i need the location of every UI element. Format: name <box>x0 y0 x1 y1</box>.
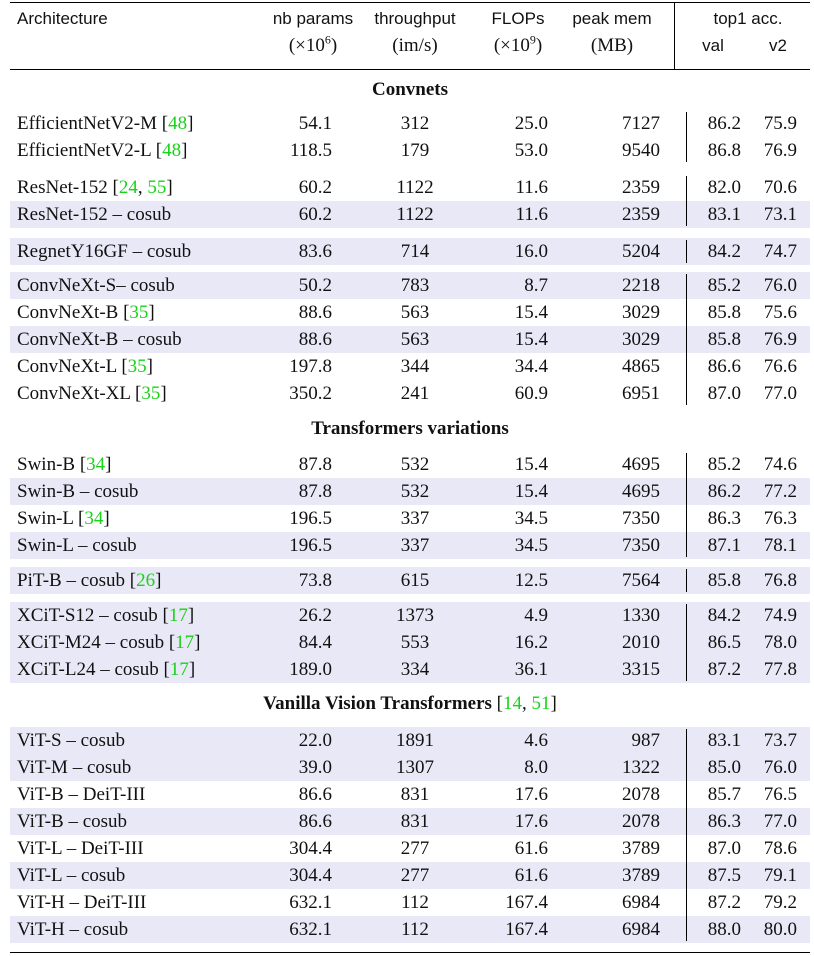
top1-v2-cell: 76.3 <box>763 508 797 529</box>
architecture-cell <box>17 862 125 889</box>
top1-v2-cell: 76.5 <box>763 784 797 805</box>
header-peak-mem: peak mem <box>572 9 652 28</box>
architecture-cell: XCiT-M24 – cosub [17] <box>17 632 201 653</box>
peak-mem-cell: 2218 <box>622 275 660 296</box>
citation-link[interactable]: 26 <box>136 570 156 591</box>
throughput-cell: 241 <box>400 383 430 404</box>
bottom-rule <box>10 952 810 953</box>
top1-val-cell: 87.0 <box>707 383 741 404</box>
peak-mem-cell: 7127 <box>622 113 660 134</box>
citation-link[interactable]: 55 <box>147 177 167 198</box>
model-name: ViT-H – cosub <box>17 919 129 940</box>
model-name: ConvNeXt-B <box>17 302 124 323</box>
model-name: PiT-B – cosub <box>17 570 130 591</box>
accuracy-divider <box>686 729 687 941</box>
model-name: XCiT-M24 – cosub <box>17 632 169 653</box>
params-cell: 54.1 <box>298 113 332 134</box>
throughput-cell: 532 <box>400 481 430 502</box>
params-cell: 350.2 <box>289 383 332 404</box>
table-row <box>10 299 810 326</box>
header-rule <box>10 69 810 70</box>
top1-v2-cell: 73.7 <box>763 730 797 751</box>
params-cell: 86.6 <box>298 784 332 805</box>
table-row <box>10 532 810 559</box>
architecture-cell: ConvNeXt-B [35] <box>17 302 155 323</box>
architecture-cell: PiT-B – cosub [26] <box>17 570 162 591</box>
header-divider <box>674 2 675 69</box>
params-cell: 304.4 <box>289 865 332 886</box>
throughput-cell: 1373 <box>396 605 434 626</box>
flops-cell: 15.4 <box>514 302 548 323</box>
top1-v2-cell: 80.0 <box>763 919 797 940</box>
top1-val-cell: 87.0 <box>707 838 741 859</box>
params-cell: 60.2 <box>298 177 332 198</box>
throughput-cell: 334 <box>400 659 430 680</box>
table-row <box>10 781 810 808</box>
throughput-cell: 831 <box>400 811 430 832</box>
params-cell: 84.4 <box>298 632 332 653</box>
header-params: nb params <box>272 9 354 28</box>
citation-link[interactable]: 35 <box>127 356 147 377</box>
peak-mem-cell: 5204 <box>622 241 660 262</box>
table-row <box>10 326 810 353</box>
top1-v2-cell: 73.1 <box>763 204 797 225</box>
params-cell: 189.0 <box>289 659 332 680</box>
top1-val-cell: 88.0 <box>707 919 741 940</box>
architecture-cell <box>17 326 182 353</box>
citation-link[interactable]: 34 <box>86 454 106 475</box>
peak-mem-cell: 7350 <box>622 535 660 556</box>
peak-mem-cell: 7564 <box>622 570 660 591</box>
top1-v2-cell: 77.8 <box>763 659 797 680</box>
flops-cell: 4.6 <box>524 730 548 751</box>
throughput-cell: 277 <box>400 865 430 886</box>
table-row <box>10 201 810 228</box>
params-cell: 304.4 <box>289 838 332 859</box>
top1-v2-cell: 78.1 <box>763 535 797 556</box>
top1-val-cell: 85.8 <box>707 329 741 350</box>
accuracy-divider <box>686 274 687 405</box>
top1-v2-cell: 70.6 <box>763 177 797 198</box>
accuracy-divider <box>686 453 687 557</box>
top-rule <box>10 2 810 3</box>
citation-link[interactable]: 17 <box>169 659 189 680</box>
throughput-cell: 615 <box>400 570 430 591</box>
top1-val-cell: 83.1 <box>707 204 741 225</box>
table-row <box>10 862 810 889</box>
flops-cell: 11.6 <box>515 204 548 225</box>
peak-mem-cell: 2078 <box>622 784 660 805</box>
architecture-cell <box>17 272 175 299</box>
flops-cell: 61.6 <box>514 838 548 859</box>
peak-mem-cell: 1322 <box>622 757 660 778</box>
header-throughput-unit: (im/s) <box>392 35 438 56</box>
top1-v2-cell: 76.0 <box>763 275 797 296</box>
table-row <box>10 238 810 265</box>
top1-val-cell: 87.2 <box>707 892 741 913</box>
table-row <box>10 916 810 943</box>
throughput-cell: 112 <box>401 892 429 913</box>
model-name: EfficientNetV2-L <box>17 140 156 161</box>
architecture-cell: EfficientNetV2-M [48] <box>17 113 194 134</box>
section-heading <box>10 77 810 103</box>
table-row <box>10 567 810 594</box>
accuracy-divider <box>686 604 687 681</box>
params-cell: 632.1 <box>289 919 332 940</box>
top1-v2-cell: 77.0 <box>763 811 797 832</box>
throughput-cell: 112 <box>401 919 429 940</box>
top1-v2-cell: 76.0 <box>763 757 797 778</box>
model-name: Swin-L – cosub <box>17 535 137 556</box>
params-cell: 83.6 <box>298 241 332 262</box>
peak-mem-cell: 4695 <box>622 481 660 502</box>
params-cell: 196.5 <box>289 508 332 529</box>
header-top1: top1 acc. <box>713 9 783 28</box>
flops-cell: 15.4 <box>514 481 548 502</box>
top1-val-cell: 85.7 <box>707 784 741 805</box>
accuracy-divider <box>686 112 687 162</box>
top1-v2-cell: 79.1 <box>763 865 797 886</box>
params-cell: 86.6 <box>298 811 332 832</box>
params-cell: 50.2 <box>298 275 332 296</box>
citation-link[interactable]: 35 <box>141 383 161 404</box>
top1-val-cell: 87.1 <box>707 535 741 556</box>
peak-mem-cell: 3029 <box>622 302 660 323</box>
peak-mem-cell: 2078 <box>622 811 660 832</box>
top1-v2-cell: 75.6 <box>763 302 797 323</box>
table-row <box>10 505 810 532</box>
architecture-cell <box>17 754 131 781</box>
table-row <box>10 110 810 137</box>
header-flops-unit: $(\times 10^9)$ <box>493 32 543 56</box>
peak-mem-cell: 2010 <box>622 632 660 653</box>
top1-val-cell: 86.8 <box>707 140 741 161</box>
architecture-cell <box>17 201 171 228</box>
top1-val-cell: 86.2 <box>707 481 741 502</box>
model-name: ViT-B – cosub <box>17 811 128 832</box>
accuracy-divider <box>686 569 687 592</box>
architecture-cell: ResNet-152 [24, 55] <box>17 177 173 198</box>
architecture-cell <box>17 889 146 916</box>
top1-val-cell: 86.2 <box>707 113 741 134</box>
table-row <box>10 629 810 656</box>
architecture-cell <box>17 808 127 835</box>
model-name: ViT-B – DeiT-III <box>17 784 146 805</box>
architecture-cell <box>17 532 137 559</box>
params-cell: 88.6 <box>298 302 332 323</box>
top1-val-cell: 86.6 <box>707 356 741 377</box>
table-row <box>10 656 810 683</box>
flops-cell: 11.6 <box>515 177 548 198</box>
top1-v2-cell: 76.8 <box>763 570 797 591</box>
model-name: ResNet-152 – cosub <box>17 204 172 225</box>
params-cell: 196.5 <box>289 535 332 556</box>
top1-val-cell: 85.8 <box>707 302 741 323</box>
params-cell: 632.1 <box>289 892 332 913</box>
table-row <box>10 808 810 835</box>
peak-mem-cell: 2359 <box>622 204 660 225</box>
throughput-cell: 783 <box>400 275 430 296</box>
accuracy-divider <box>686 240 687 263</box>
top1-v2-cell: 74.9 <box>763 605 797 626</box>
table-row <box>10 478 810 505</box>
header-peak-mem-unit: (MB) <box>590 35 634 56</box>
top1-val-cell: 87.5 <box>707 865 741 886</box>
peak-mem-cell: 3789 <box>622 865 660 886</box>
flops-cell: 17.6 <box>514 784 548 805</box>
flops-cell: 15.4 <box>514 454 548 475</box>
throughput-cell: 532 <box>400 454 430 475</box>
peak-mem-cell: 2359 <box>622 177 660 198</box>
top1-v2-cell: 79.2 <box>763 892 797 913</box>
architecture-cell <box>17 781 145 808</box>
header-flops: FLOPs <box>491 9 545 28</box>
model-name: RegnetY16GF – cosub <box>17 241 192 262</box>
table-row <box>10 174 810 201</box>
table-row <box>10 727 810 754</box>
model-name: ConvNeXt-S– cosub <box>17 275 175 296</box>
top1-val-cell: 84.2 <box>707 605 741 626</box>
citation-link[interactable]: 48 <box>168 113 188 134</box>
header-v2: v2 <box>769 36 787 55</box>
model-name: Swin-B – cosub <box>17 481 139 502</box>
header-val: val <box>702 36 724 55</box>
citation-link[interactable]: 48 <box>162 140 182 161</box>
params-cell: 87.8 <box>298 454 332 475</box>
top1-val-cell: 82.0 <box>707 177 741 198</box>
peak-mem-cell: 1330 <box>622 605 660 626</box>
table-row <box>10 353 810 380</box>
section-heading <box>10 416 810 442</box>
throughput-cell: 553 <box>400 632 430 653</box>
table-row <box>10 835 810 862</box>
top1-v2-cell: 77.0 <box>763 383 797 404</box>
params-cell: 60.2 <box>298 204 332 225</box>
architecture-cell: XCiT-L24 – cosub [17] <box>17 659 196 680</box>
model-name: ViT-S – cosub <box>17 730 125 751</box>
throughput-cell: 337 <box>400 508 430 529</box>
peak-mem-cell: 9540 <box>622 140 660 161</box>
top1-v2-cell: 77.2 <box>763 481 797 502</box>
table-row <box>10 380 810 407</box>
flops-cell: 15.4 <box>514 329 548 350</box>
flops-cell: 16.0 <box>514 241 548 262</box>
section-heading <box>10 691 810 717</box>
model-name: Swin-L <box>17 508 79 529</box>
table-row <box>10 889 810 916</box>
model-name: ConvNeXt-B – cosub <box>17 329 182 350</box>
flops-cell: 167.4 <box>505 919 548 940</box>
top1-v2-cell: 74.7 <box>763 241 797 262</box>
model-name: ViT-H – DeiT-III <box>17 892 147 913</box>
citation-link[interactable]: 17 <box>168 605 188 626</box>
peak-mem-cell: 987 <box>631 730 660 751</box>
top1-val-cell: 86.3 <box>707 508 741 529</box>
params-cell: 26.2 <box>298 605 332 626</box>
params-cell: 22.0 <box>298 730 332 751</box>
peak-mem-cell: 4695 <box>622 454 660 475</box>
params-cell: 73.8 <box>298 570 332 591</box>
peak-mem-cell: 3315 <box>622 659 660 680</box>
throughput-cell: 312 <box>400 113 430 134</box>
citation-link[interactable]: 51 <box>531 693 551 714</box>
flops-cell: 8.0 <box>524 757 548 778</box>
throughput-cell: 344 <box>400 356 430 377</box>
throughput-cell: 179 <box>400 140 430 161</box>
params-cell: 87.8 <box>298 481 332 502</box>
citation-link[interactable]: 24 <box>118 177 138 198</box>
architecture-cell: XCiT-S12 – cosub [17] <box>17 605 195 626</box>
architecture-cell <box>17 727 125 754</box>
top1-v2-cell: 75.9 <box>763 113 797 134</box>
section-title: Convnets <box>371 79 448 100</box>
model-name: Swin-B <box>17 454 80 475</box>
peak-mem-cell: 3029 <box>622 329 660 350</box>
params-cell: 39.0 <box>298 757 332 778</box>
model-name: ViT-L – cosub <box>17 865 126 886</box>
table-row <box>10 272 810 299</box>
model-name: ConvNeXt-XL <box>17 383 136 404</box>
flops-cell: 61.6 <box>514 865 548 886</box>
header-params-unit: $(\times 10^6)$ <box>288 32 338 56</box>
params-cell: 88.6 <box>298 329 332 350</box>
top1-val-cell: 84.2 <box>707 241 741 262</box>
params-cell: 118.5 <box>289 140 332 161</box>
flops-cell: 34.5 <box>514 535 548 556</box>
citation-link[interactable]: 17 <box>175 632 195 653</box>
throughput-cell: 831 <box>400 784 430 805</box>
header-architecture: Architecture <box>17 9 108 28</box>
architecture-cell <box>17 916 128 943</box>
top1-val-cell: 87.2 <box>707 659 741 680</box>
peak-mem-cell: 6951 <box>622 383 660 404</box>
top1-v2-cell: 78.6 <box>763 838 797 859</box>
throughput-cell: 1891 <box>396 730 434 751</box>
top1-val-cell: 85.0 <box>707 757 741 778</box>
peak-mem-cell: 4865 <box>622 356 660 377</box>
peak-mem-cell: 6984 <box>622 919 660 940</box>
top1-v2-cell: 76.9 <box>763 329 797 350</box>
header-throughput: throughput <box>374 9 456 28</box>
top1-v2-cell: 76.9 <box>763 140 797 161</box>
citation-link[interactable]: 35 <box>129 302 149 323</box>
section-citations: [14, 51] <box>496 693 557 714</box>
model-name: ResNet-152 <box>17 177 113 198</box>
flops-cell: 34.4 <box>514 356 548 377</box>
top1-val-cell: 86.5 <box>707 632 741 653</box>
model-name: XCiT-L24 – cosub <box>17 659 164 680</box>
peak-mem-cell: 3789 <box>622 838 660 859</box>
flops-cell: 12.5 <box>514 570 548 591</box>
top1-v2-cell: 74.6 <box>763 454 797 475</box>
architecture-cell: ConvNeXt-L [35] <box>17 356 153 377</box>
flops-cell: 17.6 <box>514 811 548 832</box>
flops-cell: 8.7 <box>524 275 548 296</box>
architecture-cell <box>17 238 191 265</box>
accuracy-divider <box>686 176 687 226</box>
throughput-cell: 1307 <box>396 757 434 778</box>
table-row <box>10 137 810 164</box>
architecture-cell <box>17 835 144 862</box>
flops-cell: 53.0 <box>514 140 548 161</box>
throughput-cell: 563 <box>400 329 430 350</box>
flops-cell: 60.9 <box>514 383 548 404</box>
model-name: ConvNeXt-L <box>17 356 122 377</box>
flops-cell: 4.9 <box>524 605 548 626</box>
flops-cell: 16.2 <box>514 632 548 653</box>
model-name: ViT-M – cosub <box>17 757 132 778</box>
architecture-cell: EfficientNetV2-L [48] <box>17 140 188 161</box>
model-name: XCiT-S12 – cosub <box>17 605 163 626</box>
params-cell: 197.8 <box>289 356 332 377</box>
peak-mem-cell: 6984 <box>622 892 660 913</box>
top1-v2-cell: 78.0 <box>763 632 797 653</box>
top1-val-cell: 83.1 <box>707 730 741 751</box>
flops-cell: 34.5 <box>514 508 548 529</box>
flops-cell: 25.0 <box>514 113 548 134</box>
table-row <box>10 602 810 629</box>
top1-val-cell: 85.8 <box>707 570 741 591</box>
model-name: EfficientNetV2-M <box>17 113 162 134</box>
section-title: Transformers variations <box>311 418 509 439</box>
citation-link[interactable]: 14 <box>502 693 522 714</box>
top1-val-cell: 86.3 <box>707 811 741 832</box>
peak-mem-cell: 7350 <box>622 508 660 529</box>
throughput-cell: 277 <box>400 838 430 859</box>
architecture-cell <box>17 478 138 505</box>
table-row <box>10 451 810 478</box>
table-row <box>10 754 810 781</box>
section-title: Vanilla Vision Transformers <box>263 693 492 714</box>
throughput-cell: 1122 <box>396 204 434 225</box>
flops-cell: 167.4 <box>505 892 548 913</box>
top1-v2-cell: 76.6 <box>763 356 797 377</box>
top1-val-cell: 85.2 <box>707 454 741 475</box>
throughput-cell: 563 <box>400 302 430 323</box>
throughput-cell: 337 <box>400 535 430 556</box>
flops-cell: 36.1 <box>514 659 548 680</box>
model-name: ViT-L – DeiT-III <box>17 838 144 859</box>
citation-link[interactable]: 34 <box>84 508 104 529</box>
architecture-cell: Swin-B [34] <box>17 454 112 475</box>
throughput-cell: 714 <box>400 241 430 262</box>
architecture-cell: ConvNeXt-XL [35] <box>17 383 167 404</box>
architecture-cell: Swin-L [34] <box>17 508 110 529</box>
throughput-cell: 1122 <box>396 177 434 198</box>
top1-val-cell: 85.2 <box>707 275 741 296</box>
